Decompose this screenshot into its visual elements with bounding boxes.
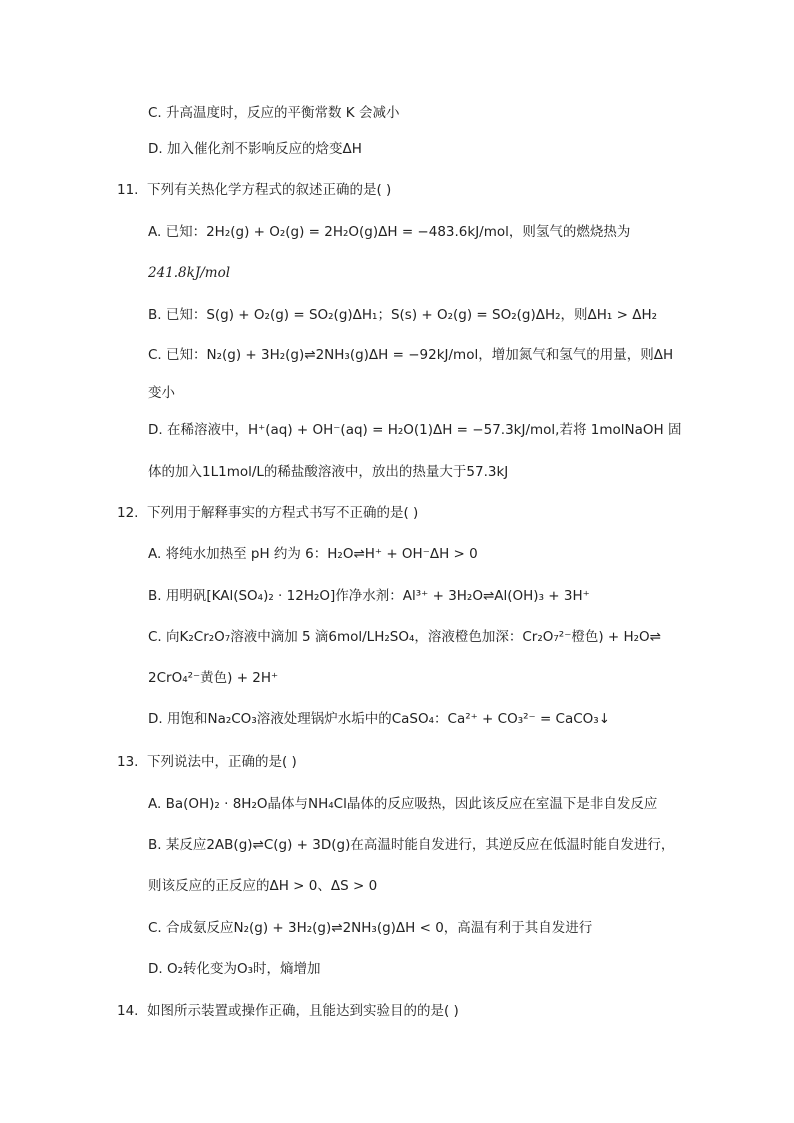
question-stem: 下列说法中，正确的是( )	[147, 754, 297, 770]
option-c-q12-cont: 2CrO₄²⁻黄色) + 2H⁺	[148, 670, 279, 686]
option-b-q13-cont: 则该反应的正反应的ΔH > 0、ΔS > 0	[148, 878, 378, 894]
option-d-q13: D. O₂转化变为O₃时，熵增加	[148, 961, 321, 977]
question-number: 14.	[117, 1003, 139, 1019]
question-number: 11.	[117, 182, 139, 198]
question-stem: 下列用于解释事实的方程式书写不正确的是( )	[147, 505, 419, 521]
option-c-q10: C. 升高温度时，反应的平衡常数 K 会减小	[148, 105, 400, 121]
question-14	[117, 1001, 459, 1021]
option-a-q13: A. Ba(OH)₂ · 8H₂O晶体与NH₄Cl晶体的反应吸热，因此该反应在室温下是非自发反应	[148, 796, 658, 812]
question-number: 12.	[117, 505, 139, 521]
option-b-q13: B. 某反应2AB(g)⇌C(g) + 3D(g)在高温时能自发进行，其逆反应在低温时能自发进行，	[148, 837, 675, 853]
option-c-q12: C. 向K₂Cr₂O₇溶液中滴加 5 滴6mol/LH₂SO₄，溶液橙色加深：Cr₂O₇²⁻橙色) + H₂O⇌	[148, 629, 661, 645]
option-c-q11: C. 已知：N₂(g) + 3H₂(g)⇌2NH₃(g)ΔH = −92kJ/mol，增加氮气和氢气的用量，则ΔH	[148, 347, 674, 363]
option-d-q11-cont: 体的加入1L1mol/L的稀盐酸溶液中，放出的热量大于57.3kJ	[148, 464, 509, 480]
option-c-q13: C. 合成氨反应N₂(g) + 3H₂(g)⇌2NH₃(g)ΔH < 0，高温有利于其自发进行	[148, 920, 593, 936]
option-d-q11: D. 在稀溶液中，H⁺(aq) + OH⁻(aq) = H₂O(1)ΔH = −57.3kJ/mol,若将 1molNaOH 固	[148, 422, 682, 438]
question-11	[117, 180, 391, 200]
option-c-q11-cont: 变小	[148, 385, 175, 401]
option-d-q10: D. 加入催化剂不影响反应的焓变ΔH	[148, 141, 362, 157]
option-a-q11-cont: 241.8kJ/mol	[148, 265, 231, 281]
option-d-q12: D. 用饱和Na₂CO₃溶液处理锅炉水垢中的CaSO₄：Ca²⁺ + CO₃²⁻ = CaCO₃↓	[148, 711, 611, 727]
question-stem: 如图所示装置或操作正确，且能达到实验目的的是( )	[147, 1003, 459, 1019]
option-a-q12: A. 将纯水加热至 pH 约为 6：H₂O⇌H⁺ + OH⁻ΔH > 0	[148, 546, 478, 562]
option-a-q11: A. 已知：2H₂(g) + O₂(g) = 2H₂O(g)ΔH = −483.6kJ/mol，则氢气的燃烧热为	[148, 224, 631, 240]
option-b-q12: B. 用明矾[KAl(SO₄)₂ · 12H₂O]作净水剂：Al³⁺ + 3H₂O⇌Al(OH)₃ + 3H⁺	[148, 588, 590, 604]
question-12	[117, 503, 418, 523]
question-number: 13.	[117, 754, 139, 770]
option-b-q11: B. 已知：S(g) + O₂(g) = SO₂(g)ΔH₁；S(s) + O₂(g) = SO₂(g)ΔH₂，则ΔH₁ > ΔH₂	[148, 307, 658, 323]
question-13	[117, 752, 297, 772]
question-stem: 下列有关热化学方程式的叙述正确的是( )	[147, 182, 392, 198]
